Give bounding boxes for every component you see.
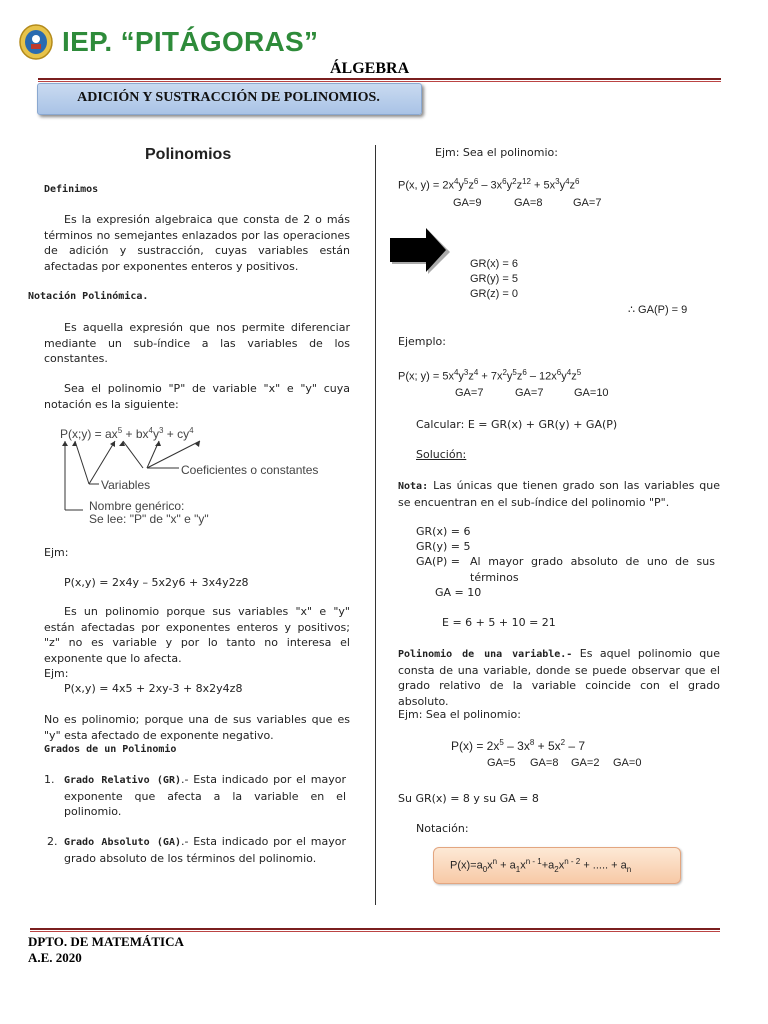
ga-label: GA=10 [574, 387, 609, 399]
ga-label: GA=2 [571, 757, 600, 769]
solucion-label: Solución: [416, 448, 467, 461]
sol-gr-y: GR(y) = 5 [416, 540, 471, 553]
poly-example-2: P(x,y) = 4x5 + 2xy-3 + 8x2y4z8 [64, 682, 243, 695]
ga-label: GA=5 [487, 757, 516, 769]
coef-label: Coeficientes o constantes [181, 463, 319, 477]
list-item-2: Grado Absoluto (GA).- Esta indicado por el mayor grado absoluto de los términos del polinomio. [64, 835, 346, 865]
sol-ga-p-text: Al mayor grado absoluto de uno de sus términos [470, 555, 715, 584]
su-gr-line: Su GR(x) = 8 y su GA = 8 [398, 792, 539, 805]
list-item-1-number: 1. [44, 773, 55, 786]
sol-e: E = 6 + 5 + 10 = 21 [442, 616, 556, 629]
footer-rule-thin [30, 931, 720, 932]
heading-notacion: Notación Polinómica. [28, 291, 149, 302]
footer-year: A.E. 2020 [28, 950, 82, 965]
list-item-2-number: 2. [47, 835, 58, 848]
school-logo [19, 24, 53, 60]
notation-expression: P(x;y) = $ax^5 + bx^4y^3 + cy^4$ [60, 426, 194, 441]
ga-label: GA=7 [573, 197, 602, 209]
ga-label: GA=7 [515, 387, 544, 399]
sol-ga-p: GA(P) = [416, 555, 460, 568]
section-title: Polinomios [145, 146, 232, 163]
right-arrow-icon [388, 226, 452, 278]
gr-y: GR(y) = 5 [470, 273, 518, 285]
ejm-sea-label-2: Ejm: Sea el polinomio: [398, 708, 521, 721]
sol-gr-x: GR(x) = 6 [416, 525, 471, 538]
polynomial-1: P(x, $y) = 2x^4y^5z^6 - 3x^6y^2z^{12} + 5x^3y^4z^6$ [398, 177, 580, 192]
subject-title: ÁLGEBRA [330, 60, 410, 77]
polynomial-3: $P(x) = 2x^5 - 3x^8 + 5x^2 - 7$ [451, 738, 586, 753]
list-item-1: Grado Relativo (GR).- Esta indicado por el mayor exponente que afecta a la variable en el polinomio. [64, 773, 346, 818]
footer-rule [30, 928, 720, 930]
column-divider [375, 145, 376, 905]
notacion-label: Notación: [416, 822, 469, 835]
calcular-line: Calcular: E = GR(x) + GR(y) + GA(P) [416, 418, 618, 431]
nota-paragraph: Nota: Las únicas que tienen grado son las variables que se encuentran en el sub-índice del polinomio "P". [398, 479, 720, 509]
no-polinomio-paragraph: No es polinomio; porque una de sus variables que es "y" esta afectado de exponente negativo. [44, 713, 350, 742]
notacion-paragraph: Es aquella expresión que nos permite diferenciar mediante un sub-índice a las variables de los constantes. [44, 321, 350, 365]
ga-label: GA=8 [514, 197, 543, 209]
es-polinomio-paragraph: Es un polinomio porque sus variables "x" e "y" están afectadas por exponentes enteros y positivos; "z" no es variable y por lo tanto no interesa el exponente que lo afecta. [44, 605, 350, 665]
gr-x: GR(x) = 6 [470, 258, 518, 270]
poly-example-1: P(x,y) = 2x4y – 5x2y6 + 3x4y2z8 [64, 576, 249, 589]
ga-label: GA=7 [455, 387, 484, 399]
gr-z: GR(z) = 0 [470, 288, 518, 300]
polynomial-2: P(x; $y) = 5x^4y^3z^4 + 7x^2y^5z^6 - 12x^6y^4z^5$ [398, 368, 582, 383]
ga-label: GA=8 [530, 757, 559, 769]
se-lee-label: Se lee: "P" de "x" e "y" [89, 512, 209, 526]
ga-label: GA=0 [613, 757, 642, 769]
ejm-sea-label: Ejm: Sea el polinomio: [435, 146, 558, 159]
heading-grados: Grados de un Polinomio [44, 744, 177, 755]
nombre-label: Nombre genérico: [89, 499, 185, 513]
heading-definimos: Definimos [44, 184, 99, 195]
topic-title: ADICIÓN Y SUSTRACCIÓN DE POLINOMIOS. [77, 90, 380, 105]
ejm-label: Ejm: [44, 546, 69, 559]
variables-label: Variables [101, 478, 151, 492]
una-variable-paragraph: Polinomio de una variable.- Es aquel polinomio que consta de una variable, donde se puede observar que el grado relativo de la variable coincide con el grado absoluto. [398, 647, 720, 708]
footer-dept: DPTO. DE MATEMÁTICA [28, 934, 184, 949]
ga-result: ∴ GA(P) = 9 [628, 304, 688, 316]
sea-paragraph: Sea el polinomio "P" de variable "x" e "y" cuya notación es la siguiente: [44, 382, 350, 411]
ejm-label-2: Ejm: [44, 667, 69, 680]
sol-ga: GA = 10 [435, 586, 482, 599]
ejemplo-label: Ejemplo: [398, 335, 446, 348]
header-rule-thin [38, 81, 721, 82]
general-formula: $P(x)=a_0x^n + a_1x^{n - 1}+a_2x^{n - 2}$ + ..... + $a_n$ [450, 857, 632, 874]
school-name: IEP. “PITÁGORAS” [62, 26, 319, 57]
ga-label: GA=9 [453, 197, 482, 209]
header-rule [38, 78, 721, 80]
definition-paragraph: Es la expresión algebraica que consta de 2 o más términos no semejantes enlazados por las operaciones de adición y sustracción, cuyas variables están afectadas por exponentes enteros y positivos. [44, 213, 350, 273]
